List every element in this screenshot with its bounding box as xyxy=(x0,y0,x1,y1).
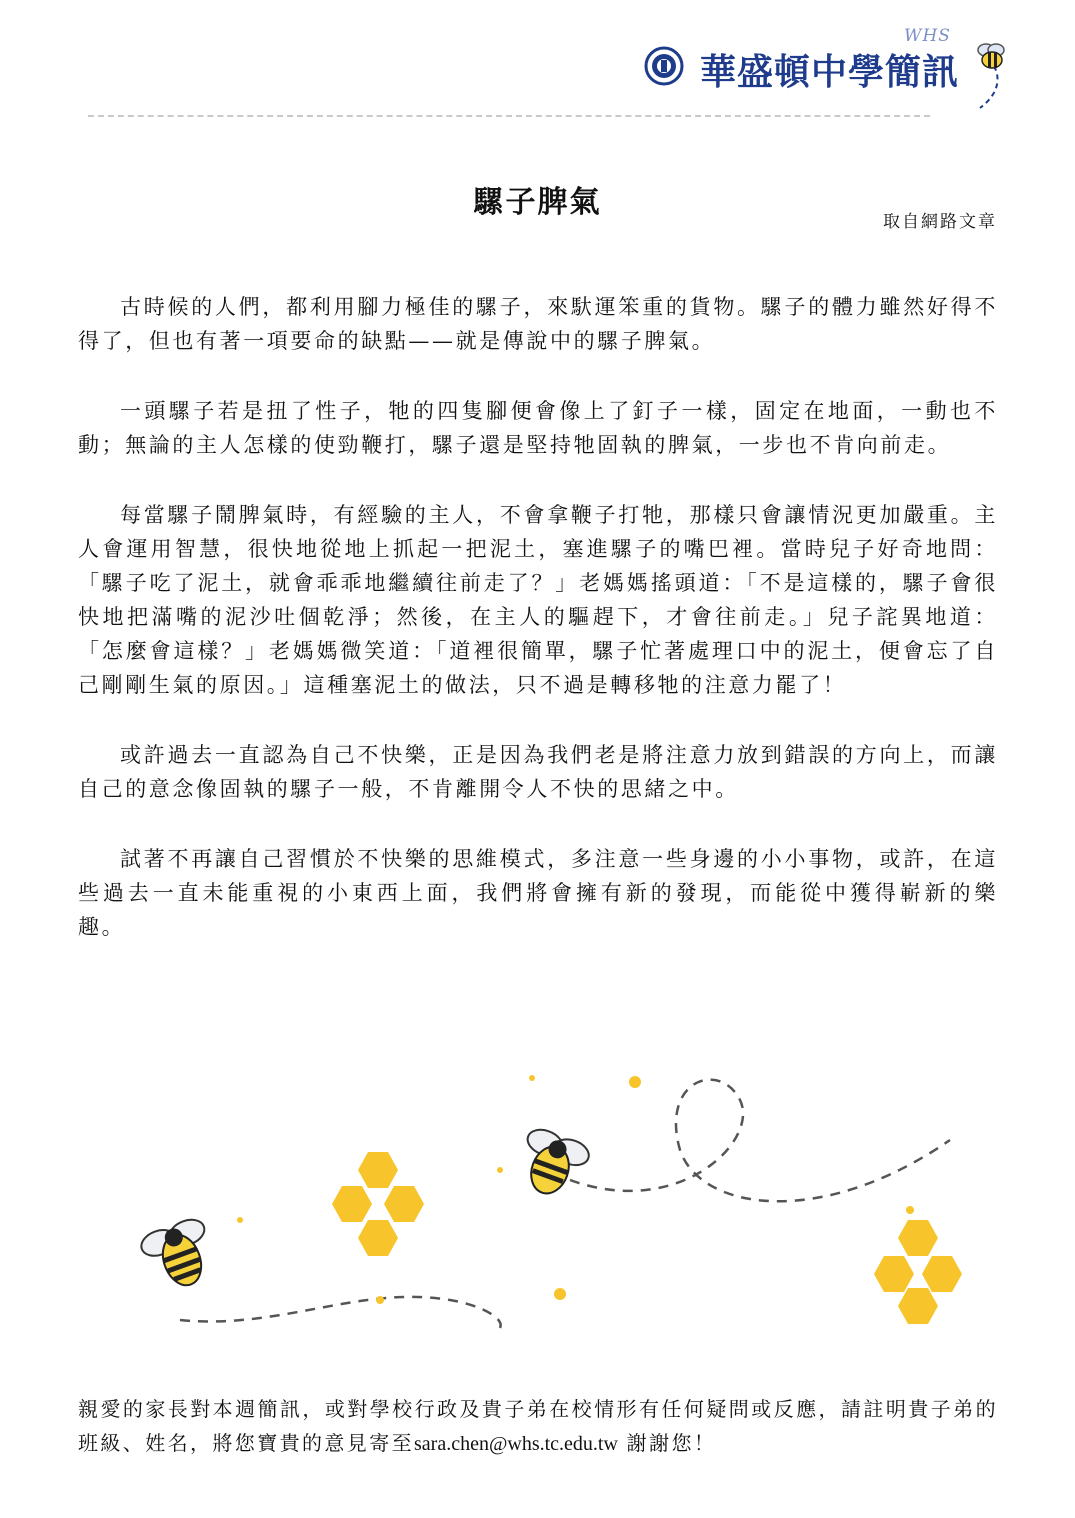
article-source: 取自網路文章 xyxy=(883,212,997,232)
logo-bee-icon xyxy=(966,36,1014,116)
bees-illustration xyxy=(120,1060,1000,1360)
honeycomb-icon xyxy=(332,1152,424,1256)
footer-note xyxy=(78,1392,998,1461)
article-paragraph: 每當騾子鬧脾氣時，有經驗的主人，不會拿鞭子打牠，那樣只會讓情況更加嚴重。主人會運用智慧，很快地從地上抓起一把泥土，塞進騾子的嘴巴裡。當時兒子好奇地問：「騾子吃了泥土，就會乖乖地繼續往前走了？」老媽媽搖頭道：「不是這樣的，騾子會很快地把滿嘴的泥沙吐個乾淨；然後，在主人的驅趕下，才會往前走。」兒子詫異地道：「怎麼會這樣？」老媽媽微笑道：「道裡很簡單，騾子忙著處理口中的泥土，便會忘了自己剛剛生氣的原因。」這種塞泥土的做法，只不過是轉移牠的注意力罷了！ xyxy=(78,503,998,697)
article-paragraph: 試著不再讓自己習慣於不快樂的思維模式，多注意一些身邊的小小事物，或許，在這些過去一直未能重視的小東西上面，我們將會擁有新的發現，而能從中獲得嶄新的樂趣。 xyxy=(78,847,998,939)
article-paragraph: 一頭騾子若是扭了性子，牠的四隻腳便會像上了釘子一樣，固定在地面，一動也不動；無論的主人怎樣的使勁鞭打，騾子還是堅持牠固執的脾氣，一步也不肯向前走。 xyxy=(78,399,998,457)
page-header xyxy=(0,0,1075,125)
header-divider xyxy=(88,115,930,117)
article-title: 騾子脾氣 xyxy=(473,185,602,221)
footer-text: 親愛的家長對本週簡訊，或對學校行政及貴子弟在校情形有任何疑問或反應，請註明貴子弟的班級、姓名，將您寶貴的意見寄至 xyxy=(78,1397,998,1455)
newsletter-logo xyxy=(636,28,1016,116)
contact-email[interactable]: sara.chen@whs.tc.edu.tw xyxy=(414,1433,618,1455)
school-seal-icon xyxy=(644,46,684,86)
logo-text: 華盛頓中學簡訊 xyxy=(700,52,960,93)
article-paragraph: 古時候的人們，都利用腳力極佳的騾子，來馱運笨重的貨物。騾子的體力雖然好得不得了，但也有著一項要命的缺點——就是傳說中的騾子脾氣。 xyxy=(78,295,998,353)
article-body xyxy=(78,290,998,980)
footer-thanks: 謝謝您！ xyxy=(617,1431,717,1455)
logo-whs: WHS xyxy=(904,26,951,46)
bee-icon xyxy=(138,1215,221,1296)
article-paragraph: 或許過去一直認為自己不快樂，正是因為我們老是將注意力放到錯誤的方向上，而讓自己的意念像固執的騾子一般，不肯離開令人不快的思緒之中。 xyxy=(78,743,998,801)
honeycomb-icon xyxy=(874,1220,962,1324)
bee-icon xyxy=(512,1125,593,1203)
